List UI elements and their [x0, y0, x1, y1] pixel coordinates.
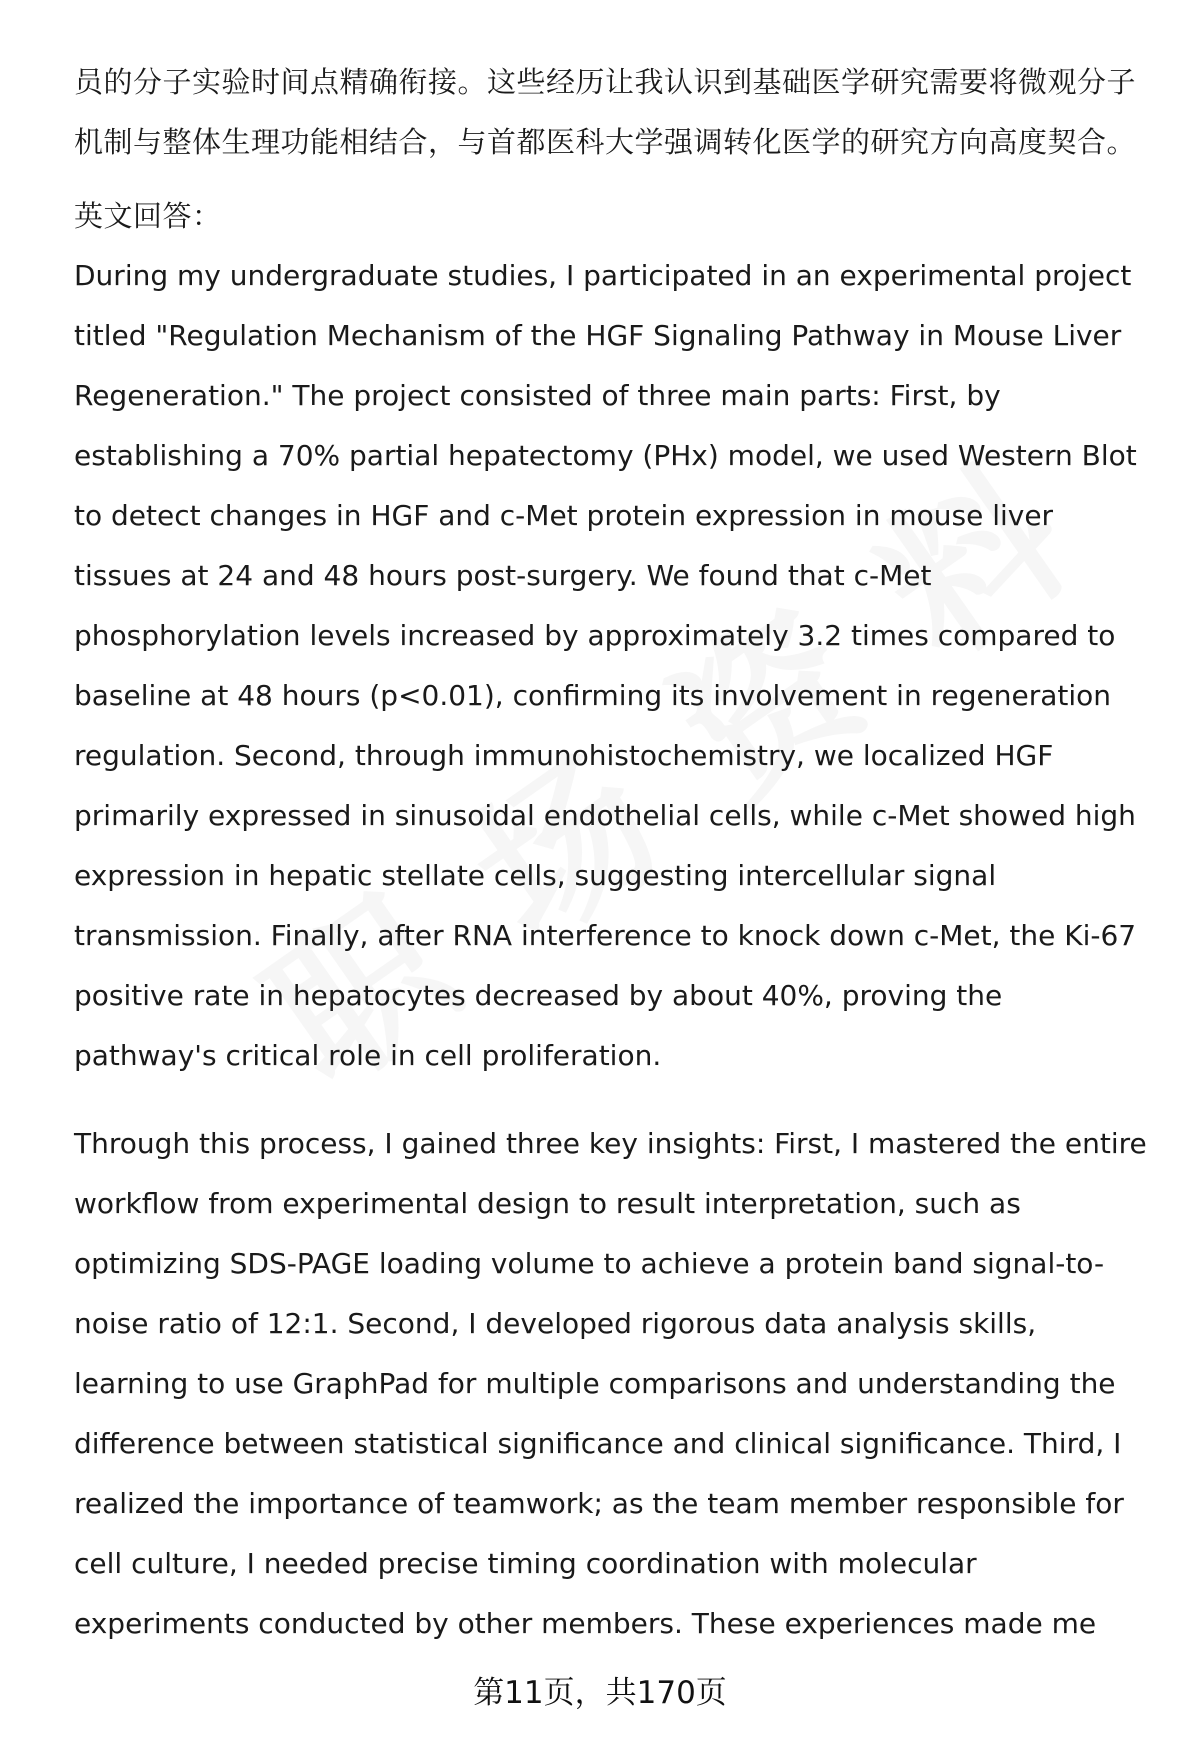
section-label-english-answer: 英文回答：: [74, 199, 222, 233]
text-line: baseline at 48 hours (p<0.01), confirming its involvement in regeneration: [74, 679, 1111, 712]
text-line: noise ratio of 12:1. Second, I developed rigorous data analysis skills,: [74, 1307, 1037, 1340]
text-line: positive rate in hepatocytes decreased by about 40%, proving the: [74, 979, 1003, 1012]
page-content: [74, 52, 1154, 1654]
text-line: titled "Regulation Mechanism of the HGF Signaling Pathway in Mouse Liver: [74, 319, 1122, 352]
page-number-footer: 第11页，共170页: [473, 1675, 727, 1711]
paragraph-en-1: [74, 246, 1154, 1086]
text-line: 员的分子实验时间点精确衔接。这些经历让我认识到基础医学研究需要将微观分子: [74, 65, 1137, 99]
text-line: experiments conducted by other members. These experiences made me: [74, 1607, 1097, 1640]
paragraph-cn-continued: [74, 52, 1154, 172]
text-line: pathway's critical role in cell proliferation.: [74, 1039, 662, 1072]
text-line: Through this process, I gained three key insights: First, I mastered the entire: [74, 1127, 1147, 1160]
paragraph-en-2: [74, 1114, 1154, 1654]
text-line: tissues at 24 and 48 hours post-surgery. We found that c-Met: [74, 559, 932, 592]
text-line: establishing a 70% partial hepatectomy (PHx) model, we used Western Blot: [74, 439, 1137, 472]
text-line: regulation. Second, through immunohistochemistry, we localized HGF: [74, 739, 1054, 772]
text-line: difference between statistical significance and clinical significance. Third, I: [74, 1427, 1122, 1460]
text-line: expression in hepatic stellate cells, suggesting intercellular signal: [74, 859, 997, 892]
text-line: phosphorylation levels increased by approximately 3.2 times compared to: [74, 619, 1116, 652]
text-line: to detect changes in HGF and c-Met protein expression in mouse liver: [74, 499, 1054, 532]
text-line: Regeneration." The project consisted of three main parts: First, by: [74, 379, 1001, 412]
text-line: transmission. Finally, after RNA interference to knock down c-Met, the Ki-67: [74, 919, 1137, 952]
text-line: workflow from experimental design to result interpretation, such as: [74, 1187, 1021, 1220]
text-line: cell culture, I needed precise timing coordination with molecular: [74, 1547, 977, 1580]
text-line: 机制与整体生理功能相结合，与首都医科大学强调转化医学的研究方向高度契合。: [74, 125, 1137, 159]
text-line: During my undergraduate studies, I participated in an experimental project: [74, 259, 1132, 292]
text-line: learning to use GraphPad for multiple comparisons and understanding the: [74, 1367, 1116, 1400]
text-line: primarily expressed in sinusoidal endothelial cells, while c-Met showed high: [74, 799, 1136, 832]
text-line: optimizing SDS-PAGE loading volume to achieve a protein band signal-to-: [74, 1247, 1105, 1280]
text-line: realized the importance of teamwork; as the team member responsible for: [74, 1487, 1124, 1520]
